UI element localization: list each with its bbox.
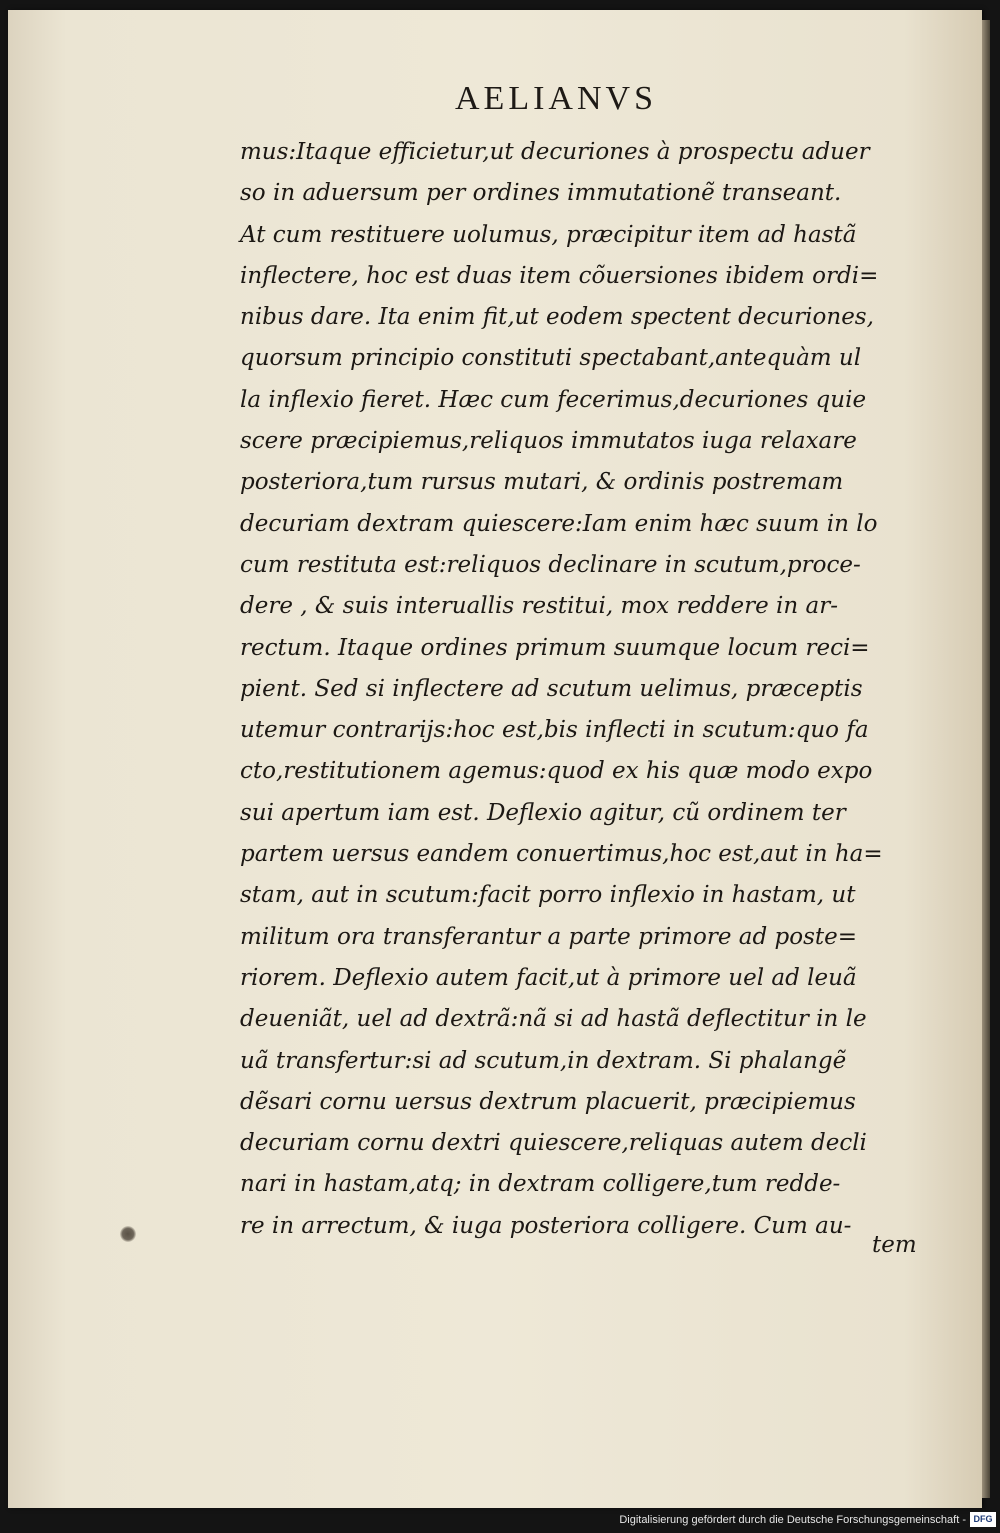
text-line: militum ora transferantur a parte primore ad poste=	[240, 923, 858, 950]
text-line: scere præcipiemus,reliquos immutatos iuga relaxare	[240, 428, 857, 455]
text-line: posteriora,tum rursus mutari, & ordinis postremam	[240, 469, 844, 496]
text-line: decuriam cornu dextri quiescere,reliquas autem decli	[240, 1130, 867, 1157]
text-line: At cum restituere uolumus, præcipitur item ad hastã	[240, 221, 857, 248]
text-line: mus:Itaque efficietur,ut decuriones à prospectu aduer	[240, 139, 870, 165]
running-head: AELIANVS	[455, 80, 657, 117]
text-line: re in arrectum, & iuga posteriora colligere. Cum au-	[240, 1212, 852, 1239]
text-line: cto,restitutionem agemus:quod ex his quæ modo expo	[240, 758, 873, 785]
text-line: dere , & suis interuallis restitui, mox reddere in ar-	[240, 593, 838, 620]
text-line: so in aduersum per ordines immutationẽ transeant.	[240, 180, 842, 207]
page-edge	[982, 20, 990, 1498]
text-line: quorsum principio constituti spectabant,antequàm ul	[240, 345, 862, 372]
text-line: pient. Sed si inflectere ad scutum uelimus, præceptis	[240, 675, 863, 702]
text-line: uã transfertur:si ad scutum,in dextram. Si phalangẽ	[240, 1047, 847, 1074]
footer-credit: Digitalisierung gefördert durch die Deutsche Forschungsgemeinschaft -	[619, 1514, 966, 1526]
text-block	[240, 132, 930, 1247]
dfg-logo: DFG	[970, 1512, 996, 1527]
text-line: decuriam dextram quiescere:Iam enim hæc suum in lo	[240, 510, 878, 537]
text-line: partem uersus eandem conuertimus,hoc est,aut in ha=	[240, 841, 883, 868]
catchword: tem	[872, 1232, 917, 1258]
text-line: sui apertum iam est. Deflexio agitur, cũ ordinem ter	[240, 799, 846, 826]
text-line: utemur contrarijs:hoc est,bis inflecti in scutum:quo fa	[240, 717, 869, 744]
text-line: inflectere, hoc est duas item cõuersiones ibidem ordi=	[240, 262, 879, 289]
ink-smudge	[120, 1226, 136, 1242]
text-line: dẽsari cornu uersus dextrum placuerit, præcipiemus	[240, 1088, 856, 1115]
text-line: nari in hastam,atq; in dextram colligere,tum redde-	[240, 1171, 841, 1198]
text-line: cum restituta est:reliquos declinare in scutum,proce-	[240, 551, 861, 578]
text-line: la inflexio fieret. Hæc cum fecerimus,decuriones quie	[240, 386, 867, 413]
text-line: rectum. Itaque ordines primum suumque locum reci=	[240, 634, 870, 661]
text-line: deueniãt, uel ad dextrã:nã si ad hastã deflectitur in le	[240, 1006, 867, 1033]
text-line: stam, aut in scutum:facit porro inflexio in hastam, ut	[240, 882, 856, 909]
text-line: nibus dare. Ita enim fit,ut eodem spectent decuriones,	[240, 304, 874, 331]
text-line: riorem. Deflexio autem facit,ut à primore uel ad leuã	[240, 964, 857, 991]
